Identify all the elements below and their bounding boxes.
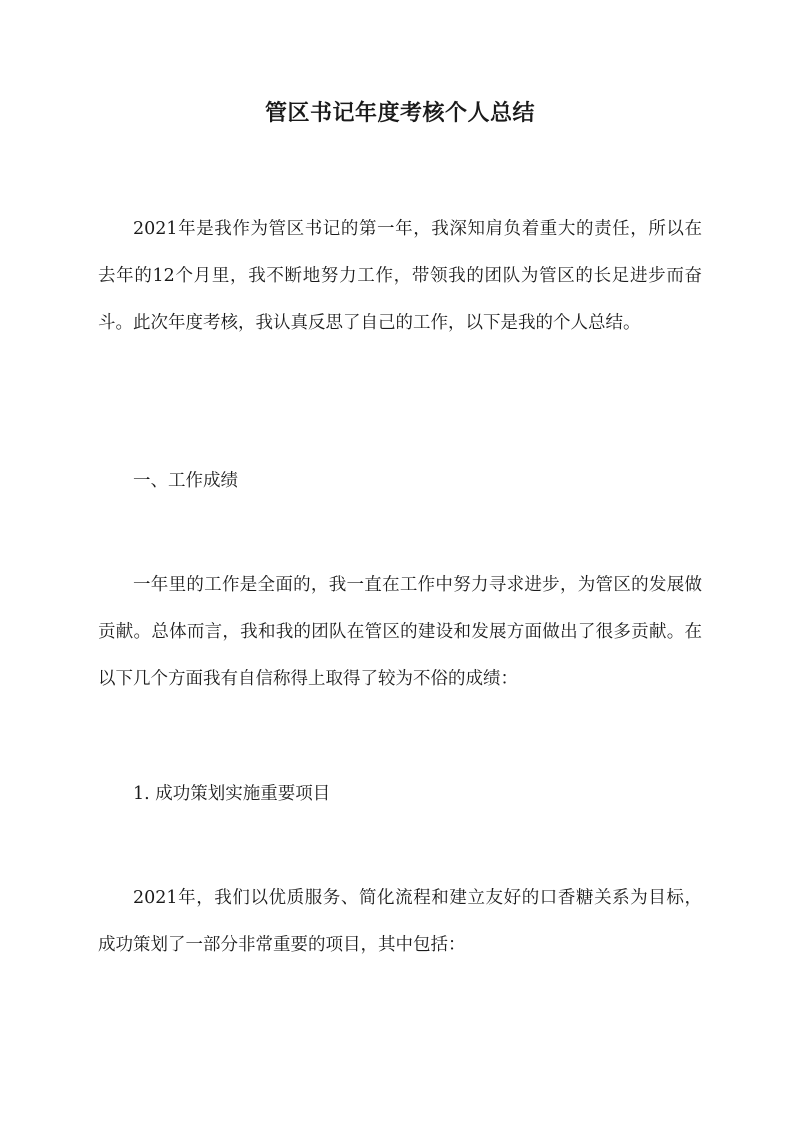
document-title: 管区书记年度考核个人总结: [264, 100, 535, 126]
intro-paragraph: 2021年是我作为管区书记的第一年，我深知肩负着重大的责任，所以在去年的12个月里，我不断地努力工作，带领我的团队为管区的长足进步而奋斗。此次年度考核，我认真反思了自己的工作，以下是我的个人总结。: [98, 219, 702, 333]
subsection-heading-projects: 1. 成功策划实施重要项目: [133, 784, 331, 804]
achievements-paragraph: 一年里的工作是全面的，我一直在工作中努力寻求进步，为管区的发展做贡献。总体而言，我和我的团队在管区的建设和发展方面做出了很多贡献。在以下几个方面我有自信称得上取得了较为不俗的成绩：: [98, 575, 702, 689]
projects-paragraph: 2021年，我们以优质服务、简化流程和建立友好的口香糖关系为目标，成功策划了一部分非常重要的项目，其中包括：: [98, 888, 702, 955]
section-heading-work-achievements: 一、工作成绩: [133, 471, 238, 491]
